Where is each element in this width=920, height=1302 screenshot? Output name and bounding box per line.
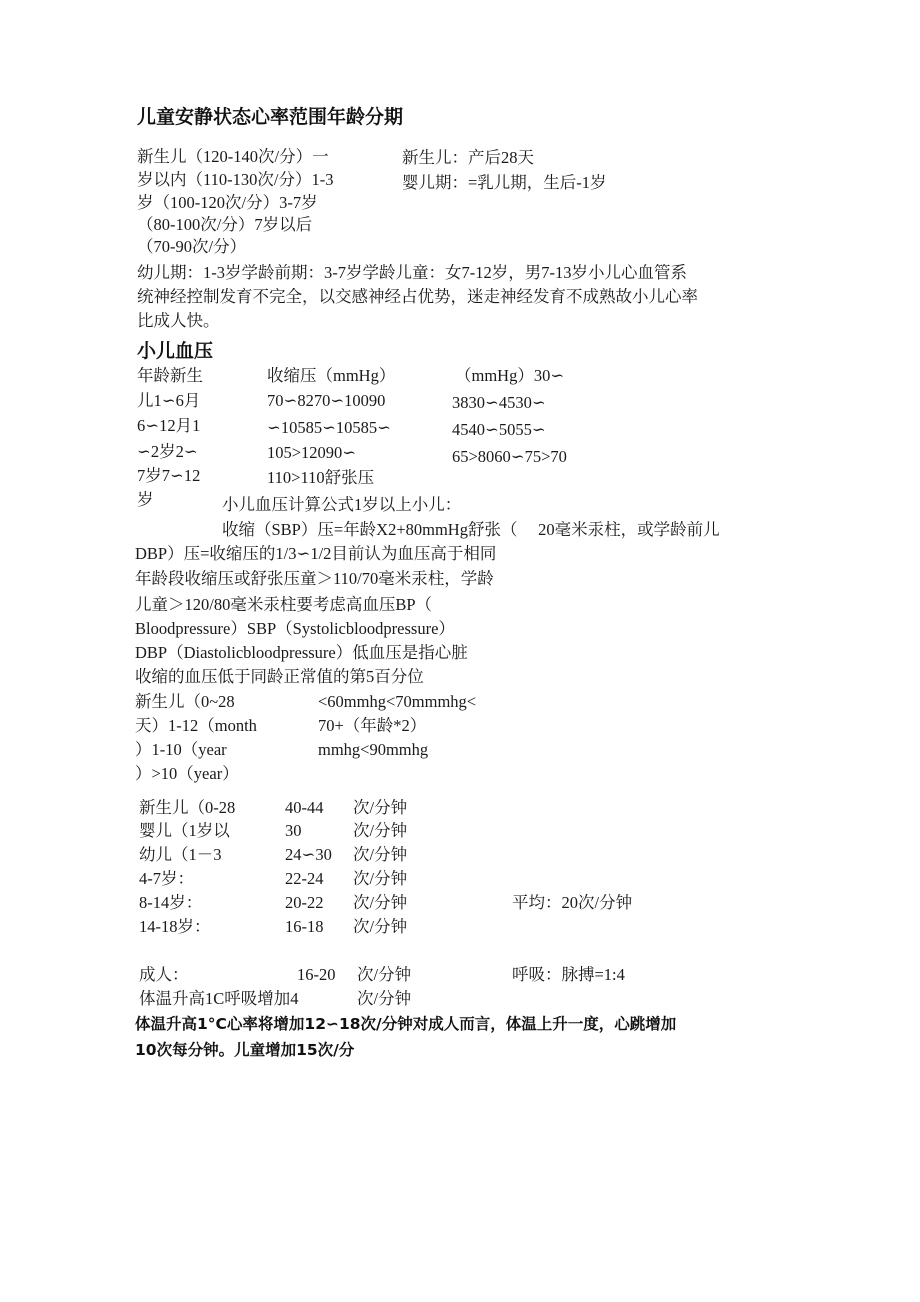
low-bp-value-cell: mmhg<90mmhg <box>318 740 429 759</box>
heart-rate-paragraph: 比成人快。 <box>137 311 220 330</box>
resp-rate: 22-24 <box>285 869 324 888</box>
bp-age-cell: 年龄新生 <box>137 366 203 385</box>
bp-text-line: DBP）压=收缩压的1/3∽1/2目前认为血压高于相同 <box>135 544 497 563</box>
heart-rate-line: 岁以内（110-130次/分）1-3 <box>137 170 334 189</box>
bp-systolic-cell: 70∽8270∽10090 <box>267 391 386 410</box>
bp-systolic-cell: 105>12090∽ <box>267 443 357 462</box>
bp-systolic-cell: 收缩压（mmHg） <box>267 366 396 385</box>
fever-resp-unit: 次/分钟 <box>357 989 412 1008</box>
resp-unit: 次/分钟 <box>353 917 408 936</box>
bp-diastolic-cell: 4540∽5055∽ <box>452 420 546 439</box>
resp-rate: 24∽30 <box>285 845 332 864</box>
heart-rate-title: 儿童安静状态心率范围年龄分期 <box>137 106 404 128</box>
resp-unit: 次/分钟 <box>353 821 408 840</box>
resp-age: 幼儿（1－3 <box>139 845 222 864</box>
heart-rate-line: 岁（100-120次/分）3-7岁 <box>137 193 318 212</box>
resp-age: 8-14岁： <box>139 893 203 912</box>
resp-age: 14-18岁： <box>139 917 211 936</box>
bp-age-cell: 儿1∽6月 <box>137 391 201 410</box>
heart-rate-paragraph: 幼儿期：1-3岁学龄前期：3-7岁学龄儿童：女7-12岁，男7-13岁小儿心血管系 <box>137 263 687 282</box>
bp-diastolic-cell: 3830∽4530∽ <box>452 393 546 412</box>
bp-formula-line: 收缩（SBP）压=年龄X2+80mmHg舒张（ 20毫米汞柱，或学龄前儿 <box>222 520 720 539</box>
bp-systolic-cell: 110>110舒张压 <box>267 468 375 487</box>
low-bp-age-cell: ）>10（year） <box>135 764 239 783</box>
bp-systolic-cell: ∽10585∽10585∽ <box>267 418 391 437</box>
resp-adult-unit: 次/分钟 <box>357 965 412 984</box>
low-bp-age-cell: 天）1-12（month <box>135 716 257 735</box>
fever-heart-line: 体温升高1°C心率将增加12∽18次/分钟对成人而言，体温上升一度，心跳增加 <box>135 1015 677 1033</box>
fever-heart-line: 10次每分钟。儿童增加15次/分 <box>135 1041 355 1059</box>
heart-rate-paragraph: 统神经控制发育不完全，以交感神经占优势，迷走神经发育不成熟故小儿心率 <box>137 287 698 306</box>
resp-unit: 次/分钟 <box>353 893 408 912</box>
resp-unit: 次/分钟 <box>353 845 408 864</box>
age-stage-line: 婴儿期：=乳儿期，生后-1岁 <box>402 173 607 192</box>
bp-text-line: 收缩的血压低于同龄正常值的第5百分位 <box>135 667 424 686</box>
resp-age: 4-7岁： <box>139 869 194 888</box>
resp-rate: 16-18 <box>285 917 324 936</box>
bp-text-line: Bloodpressure）SBP（Systolicbloodpressure） <box>135 619 455 638</box>
resp-age: 新生儿（0-28 <box>139 798 236 817</box>
resp-unit: 次/分钟 <box>353 798 408 817</box>
resp-age: 婴儿（1岁以 <box>139 821 230 840</box>
bp-age-cell: ∽2岁2∽ <box>137 442 198 461</box>
low-bp-age-cell: ）1-10（year <box>135 740 227 759</box>
bp-text-line: 年龄段收缩压或舒张压童＞110/70毫米汞柱，学龄 <box>135 569 494 588</box>
bp-text-line: DBP（Diastolicbloodpressure）低血压是指心脏 <box>135 643 468 662</box>
bp-age-cell: 6∽12月1 <box>137 416 201 435</box>
bp-diastolic-cell: （mmHg）30∽ <box>455 366 565 385</box>
resp-pulse-ratio: 呼吸：脉搏=1:4 <box>512 965 625 984</box>
low-bp-value-cell: 70+（年龄*2） <box>318 716 427 735</box>
low-bp-age-cell: 新生儿（0~28 <box>135 692 235 711</box>
blood-pressure-title: 小儿血压 <box>137 340 214 362</box>
resp-rate: 30 <box>285 821 302 840</box>
heart-rate-line: （80-100次/分）7岁以后 <box>137 215 313 234</box>
resp-rate: 40-44 <box>285 798 324 817</box>
resp-rate: 20-22 <box>285 893 324 912</box>
resp-unit: 次/分钟 <box>353 869 408 888</box>
heart-rate-line: 新生儿（120-140次/分）一 <box>137 147 329 166</box>
bp-diastolic-cell: 65>8060∽75>70 <box>452 447 567 466</box>
heart-rate-line: （70-90次/分） <box>137 237 247 256</box>
bp-formula-title: 小儿血压计算公式1岁以上小儿： <box>222 495 462 514</box>
resp-adult-age: 成人： <box>139 965 189 984</box>
resp-adult-rate: 16-20 <box>297 965 336 984</box>
age-stage-line: 新生儿：产后28天 <box>402 148 534 167</box>
resp-average: 平均：20次/分钟 <box>512 893 633 912</box>
low-bp-value-cell: <60mmhg<70mmmhg< <box>318 692 477 711</box>
fever-resp-label: 体温升高1C呼吸增加4 <box>139 989 299 1008</box>
bp-text-line: 儿童＞120/80毫米汞柱要考虑高血压BP（ <box>135 595 433 614</box>
bp-age-cell: 7岁7∽12 <box>137 466 201 485</box>
bp-age-cell: 岁 <box>137 490 154 509</box>
